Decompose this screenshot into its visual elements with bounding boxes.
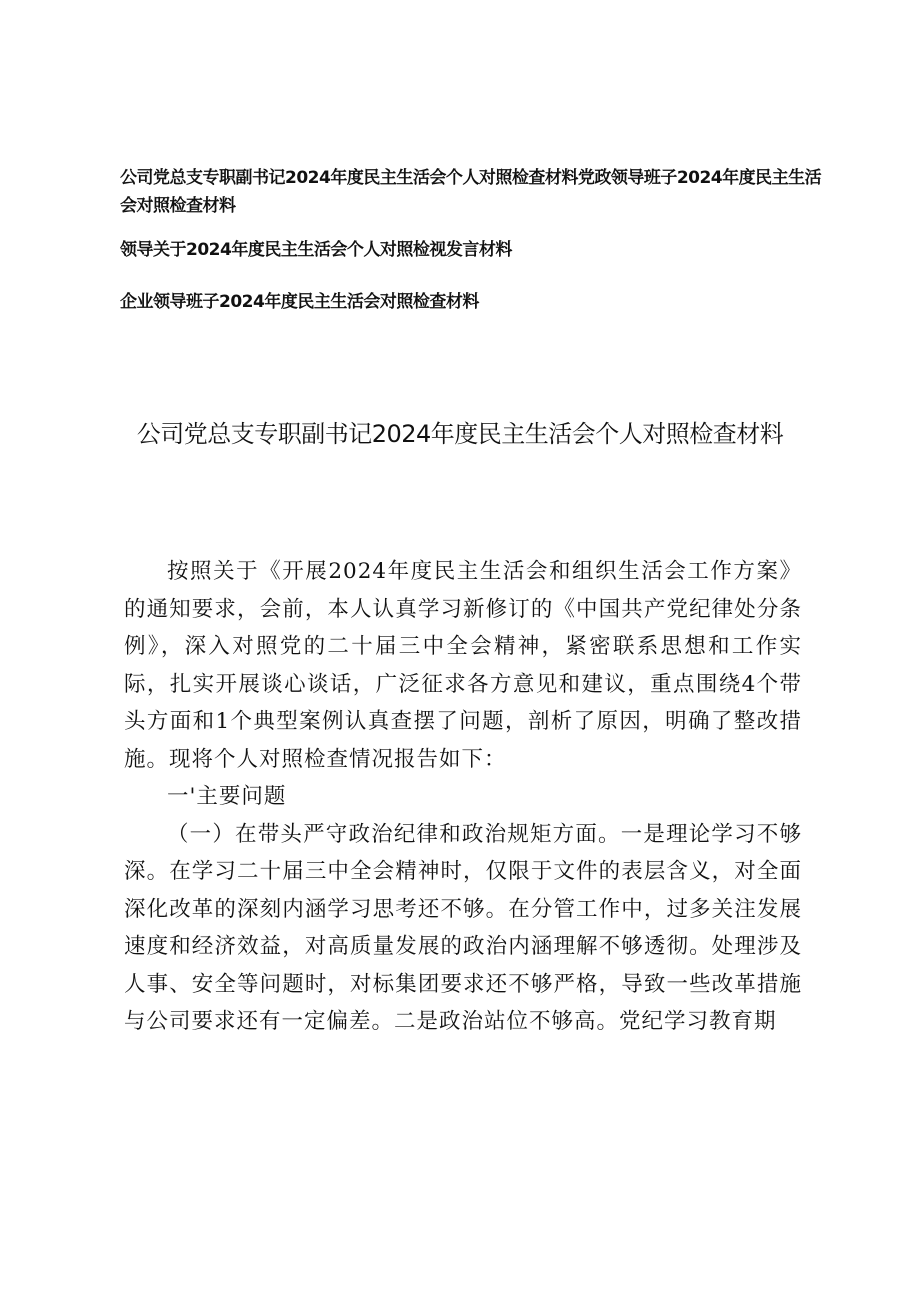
section-heading: 一'主要问题 — [167, 784, 287, 809]
document-body — [124, 553, 802, 1041]
toc-item: 企业领导班子2024年度民主生活会对照检查材料 — [120, 292, 479, 312]
document-title: 公司党总支专职副书记2024年度民主生活会个人对照检查材料 — [136, 420, 784, 448]
table-of-contents — [120, 164, 830, 340]
body-paragraph: （一）在带头严守政治纪律和政治规矩方面。一是理论学习不够深。在学习二十届三中全会精神时，仅限于文件的表层含义，对全面深化改革的深刻内涵学习思考还不够。在分管工作中，过多关注发展速度和经济效益，对高质量发展的政治内涵理解不够透彻。处理涉及人事、安全等问题时，对标集团要求还不够严格，导致一些改革措施与公司要求还有一定偏差。二是政治站位不够高。党纪学习教育期 — [124, 821, 802, 1034]
toc-item: 公司党总支专职副书记2024年度民主生活会个人对照检查材料党政领导班子2024年度民主生活会对照检查材料 — [120, 168, 822, 216]
body-paragraph: 按照关于《开展2024年度民主生活会和组织生活会工作方案》的通知要求，会前，本人认真学习新修订的《中国共产党纪律处分条例》，深入对照党的二十届三中全会精神，紧密联系思想和工作实际，扎实开展谈心谈话，广泛征求各方意见和建议，重点围绕4个带头方面和1个典型案例认真查摆了问题，剖析了原因，明确了整改措施。现将个人对照检查情况报告如下： — [124, 559, 802, 772]
toc-item: 领导关于2024年度民主生活会个人对照检视发言材料 — [120, 240, 512, 260]
